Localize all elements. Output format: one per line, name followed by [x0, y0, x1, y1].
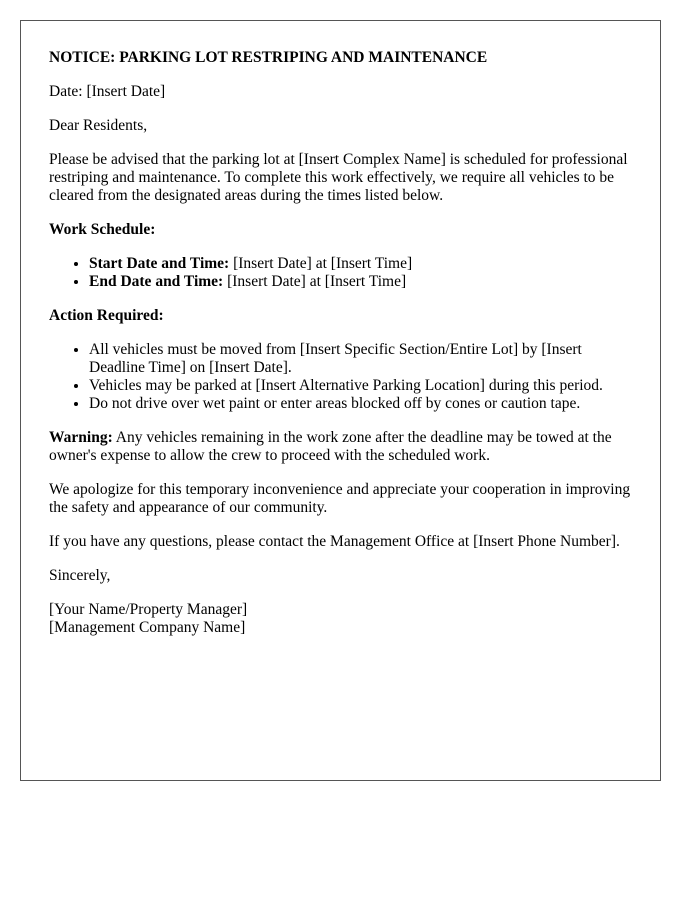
list-item [89, 255, 639, 273]
list-item: • All vehicles must be moved from [Insert Specific Section/Entire Lot] by [Insert Deadline Time] on [Insert Date]. [89, 341, 639, 377]
list-item [89, 273, 639, 291]
date-line: Date: [Insert Date] [49, 83, 166, 100]
closing: Sincerely, [49, 567, 111, 584]
greeting: Dear Residents, [49, 117, 148, 134]
signature-block [49, 601, 639, 637]
notice-document [20, 20, 661, 781]
action-required-heading: Action Required: [49, 307, 164, 324]
work-schedule-list [49, 255, 639, 291]
warning-label: Warning: [49, 429, 113, 446]
apology-paragraph: We apologize for this temporary inconvenience and appreciate your cooperation in improving the safety and appearance of our community. [49, 481, 631, 516]
warning-text: Any vehicles remaining in the work zone after the deadline may be towed at the owner's expense to allow the crew to proceed with the scheduled work. [49, 429, 612, 464]
signature-name: [Your Name/Property Manager] [49, 601, 248, 618]
action-required-list [49, 341, 639, 413]
questions-paragraph: If you have any questions, please contact the Management Office at [Insert Phone Number]. [49, 533, 620, 550]
start-date-value: [Insert Date] at [Insert Time] [229, 255, 413, 272]
signature-company: [Management Company Name] [49, 619, 246, 636]
list-item: • Do not drive over wet paint or enter areas blocked off by cones or caution tape. [89, 395, 639, 413]
list-item: • Vehicles may be parked at [Insert Alternative Parking Location] during this period. [89, 377, 639, 395]
end-date-value: [Insert Date] at [Insert Time] [223, 273, 407, 290]
start-date-label: Start Date and Time: [89, 255, 230, 272]
intro-paragraph: Please be advised that the parking lot at [Insert Complex Name] is scheduled for professional restriping and maintenance. To complete this work effectively, we require all vehicles to be cleared from the designated areas during the times listed below. [49, 151, 628, 204]
notice-content [49, 49, 639, 637]
work-schedule-heading: Work Schedule: [49, 221, 156, 238]
end-date-label: End Date and Time: [89, 273, 224, 290]
warning-paragraph [49, 429, 639, 465]
notice-title: NOTICE: PARKING LOT RESTRIPING AND MAINTENANCE [49, 49, 488, 66]
